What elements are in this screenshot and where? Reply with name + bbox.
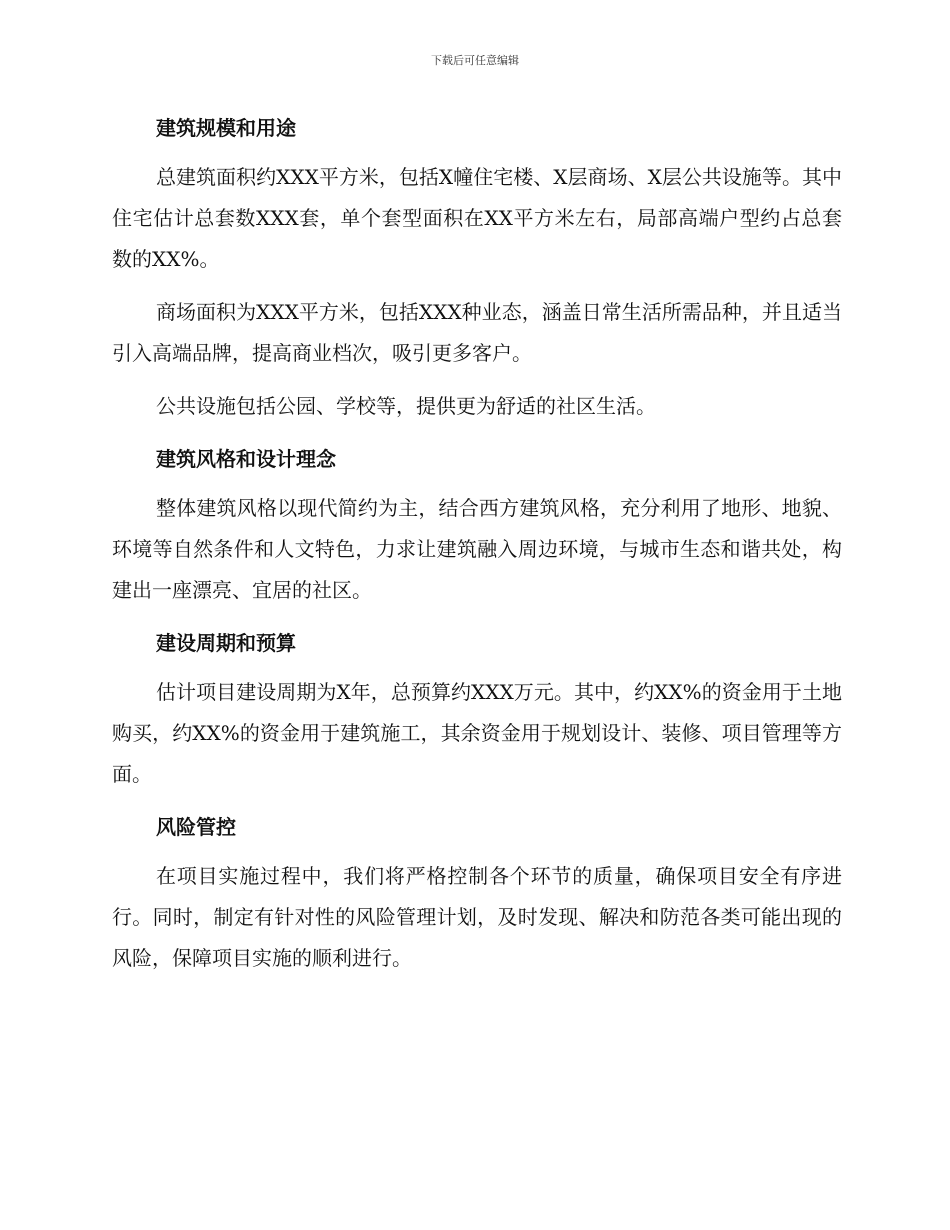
section-heading-scale: 建筑规模和用途 <box>156 116 296 140</box>
page-header: 下载后可任意编辑 <box>431 54 519 67</box>
paragraph-facilities: 公共设施包括公园、学校等，提供更为舒适的社区生活。 <box>156 394 656 418</box>
paragraph-risk: 在项目实施过程中，我们将严格控制各个环节的质量，确保项目安全有序进行。同时，制定有针对性的风险管理计划，及时发现、解决和防范各类可能出现的风险，保障项目实施的顺利进行。 <box>112 864 842 970</box>
paragraph-schedule: 估计项目建设周期为X年，总预算约XXX万元。其中，约XX%的资金用于土地购买，约XX%的资金用于建筑施工，其余资金用于规划设计、装修、项目管理等方面。 <box>112 680 842 786</box>
section-heading-schedule: 建设周期和预算 <box>156 631 296 655</box>
paragraph-style: 整体建筑风格以现代简约为主，结合西方建筑风格，充分利用了地形、地貌、环境等自然条件和人文特色，力求让建筑融入周边环境，与城市生态和谐共处，构建出一座漂亮、宜居的社区。 <box>112 496 842 602</box>
paragraph-mall: 商场面积为XXX平方米，包括XXX种业态，涵盖日常生活所需品种，并且适当引入高端品牌，提高商业档次，吸引更多客户。 <box>112 300 842 365</box>
section-heading-style: 建筑风格和设计理念 <box>156 447 336 471</box>
section-heading-risk: 风险管控 <box>156 815 236 839</box>
document-body <box>112 108 842 979</box>
paragraph-area: 总建筑面积约XXX平方米，包括X幢住宅楼、X层商场、X层公共设施等。其中住宅估计总套数XXX套，单个套型面积在XX平方米左右，局部高端户型约占总套数的XX%。 <box>112 165 842 271</box>
